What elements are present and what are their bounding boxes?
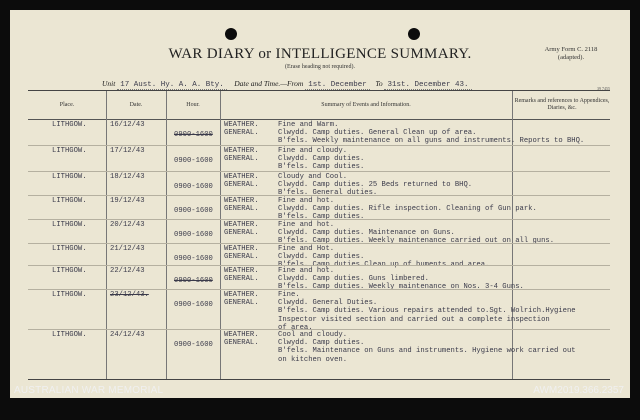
entry-label: GENERAL. [224,181,259,190]
entry-line: B'fels. General duties. [278,189,378,198]
entry-line: Cloudy and Cool. [278,173,348,181]
entry-label: GENERAL. [224,129,259,138]
to-label: To [375,79,383,88]
header-summary: Summary of Events and Information. [321,101,411,108]
entry-hour: 0900-1600 [174,277,213,286]
from-value: 1st. December [305,81,370,90]
entry-hour: 0900-1600 [174,131,213,140]
entry-place: LITHGOW. [52,197,87,205]
entry-date: 21/12/43 [110,245,145,253]
entry-label: WEATHER. [224,147,259,155]
entry-label: GENERAL. [224,275,259,284]
entry-line: Clwydd. Camp duties. 25 Beds returned to BHQ. [278,181,473,190]
column-rule [512,91,513,379]
entry-line: Fine and hot. [278,221,335,229]
entry-label: GENERAL. [224,299,259,308]
row-rule [28,289,610,290]
army-form-number: Army Form C. 2118 [544,46,598,53]
footer-accession: AWM2019.366.2357 [533,385,624,396]
army-form-code [526,46,616,62]
diary-sheet [10,10,630,398]
row-rule [28,243,610,244]
entry-place: LITHGOW. [52,121,87,129]
entry-label: GENERAL. [224,229,259,238]
entry-hour: 0900-1600 [174,231,213,240]
entry-line: Fine and hot. [278,267,335,275]
entry-hour: 0900-1600 [174,157,213,166]
entry-line: Fine and Warm. [278,121,339,129]
to-value: 31st. December 43. [384,81,471,90]
row-rule [28,195,610,196]
entry-line: of area. [278,323,313,332]
entry-line: Clwydd. General Duties. [278,299,378,308]
entry-label: GENERAL. [224,339,259,348]
column-rule [220,91,221,379]
row-rule [28,265,610,266]
header-rule [28,119,610,120]
entry-line: Fine and Hot. [278,245,335,253]
entry-line: on kitchen oven. [278,355,348,364]
entry-line: B'fels. Weekly maintenance on all guns and instruments. Reports to BHQ. [278,137,585,146]
entry-line: Clwydd. Camp duties. Rifle inspection. Cleaning of Gun park. [278,205,537,214]
entry-line: B'fels. Camp duties. Various repairs attended to.Sgt. Wolrich.Hygiene [278,307,576,316]
entry-label: WEATHER. [224,197,259,205]
entry-hour: 0900-1600 [174,341,213,350]
entry-label: WEATHER. [224,331,259,339]
punch-hole [408,28,420,40]
print-code: 39 7455 [597,86,610,91]
header-hour: Hour. [186,101,200,108]
entry-line: Inspector visited section and carried out a complete inspection [278,315,550,324]
entry-place: LITHGOW. [52,267,87,275]
entry-label: WEATHER. [224,121,259,129]
entry-date: 24/12/43 [110,331,145,339]
entry-line: Cool and cloudy. [278,331,348,339]
entry-label: WEATHER. [224,291,259,299]
header-date: Date. [129,101,143,108]
entry-line: Clwydd. Camp duties. [278,253,365,262]
entry-hour: 0900-1600 [174,183,213,192]
form-title: WAR DIARY or INTELLIGENCE SUMMARY. [168,46,472,62]
entry-line: B'fels. Camp duties. Weekly maintenance on Nos. 3-4 Guns. [278,283,524,292]
date-label: Date and Time.—From [234,79,304,88]
entry-place: LITHGOW. [52,173,87,181]
footer-institution: AUSTRALIAN WAR MEMORIAL [14,385,164,396]
entry-label: GENERAL. [224,253,259,262]
entry-place: LITHGOW. [52,291,87,299]
entry-place: LITHGOW. [52,331,87,339]
entry-hour: 0900-1600 [174,255,213,264]
row-rule [28,171,610,172]
entry-date: 16/12/43 [110,121,145,129]
entry-hour: 0900-1600 [174,301,213,310]
entry-line: Clwydd. Camp duties. Maintenance on Guns. [278,229,455,238]
entry-label: WEATHER. [224,221,259,229]
column-rule [106,91,107,379]
unit-line [102,79,472,89]
entry-line: B'fels. Camp duties. Weekly maintenance carried out on all guns. [278,237,555,246]
entry-date: 22/12/43 [110,267,145,275]
entry-line: Fine and cloudy. [278,147,348,155]
army-form-note: (adapted). [557,54,585,61]
entry-date: 18/12/43 [110,173,145,181]
entry-line: B'fels. Camp duties. [278,213,365,222]
diary-table [28,90,610,380]
entry-hour: 0900-1600 [174,207,213,216]
entry-date: 17/12/43 [110,147,145,155]
entry-label: WEATHER. [224,245,259,253]
unit-label: Unit [102,79,116,88]
row-rule [28,145,610,146]
entry-date: 23/12/43. [110,291,149,299]
entry-line: Fine and hot. [278,197,335,205]
entry-label: GENERAL. [224,155,259,164]
entry-line: B'fels. Maintenance on Guns and instruments. Hygiene work carried out [278,347,576,356]
entry-label: WEATHER. [224,173,259,181]
entry-line: B'fels. Camp duties.Clean up of huments and area. [278,261,490,270]
entry-line: Clwydd. Camp duties. Guns limbered. [278,275,429,284]
row-rule [28,329,610,330]
punch-hole [225,28,237,40]
entry-line: B'fels. Camp duties. [278,163,365,172]
entry-date: 20/12/43 [110,221,145,229]
entry-place: LITHGOW. [52,221,87,229]
entry-line: Clwydd. Camp duties. General Clean up of area. [278,129,477,138]
entry-place: LITHGOW. [52,147,87,155]
column-rule [166,91,167,379]
entry-label: GENERAL. [224,205,259,214]
entry-date: 19/12/43 [110,197,145,205]
header-remarks: Remarks and references to Appendices, Diaries, &c. [514,98,610,111]
form-subtitle: (Erase heading not required). [285,64,355,70]
row-rule [28,219,610,220]
entry-label: WEATHER. [224,267,259,275]
entry-line: Clwydd. Camp duties. [278,339,365,348]
entry-place: LITHGOW. [52,245,87,253]
unit-value: 17 Aust. Hy. A. A. Bty. [117,81,227,90]
header-place: Place. [59,101,75,108]
entry-line: Fine. [278,291,300,299]
entry-line: Clwydd. Camp duties. [278,155,365,164]
